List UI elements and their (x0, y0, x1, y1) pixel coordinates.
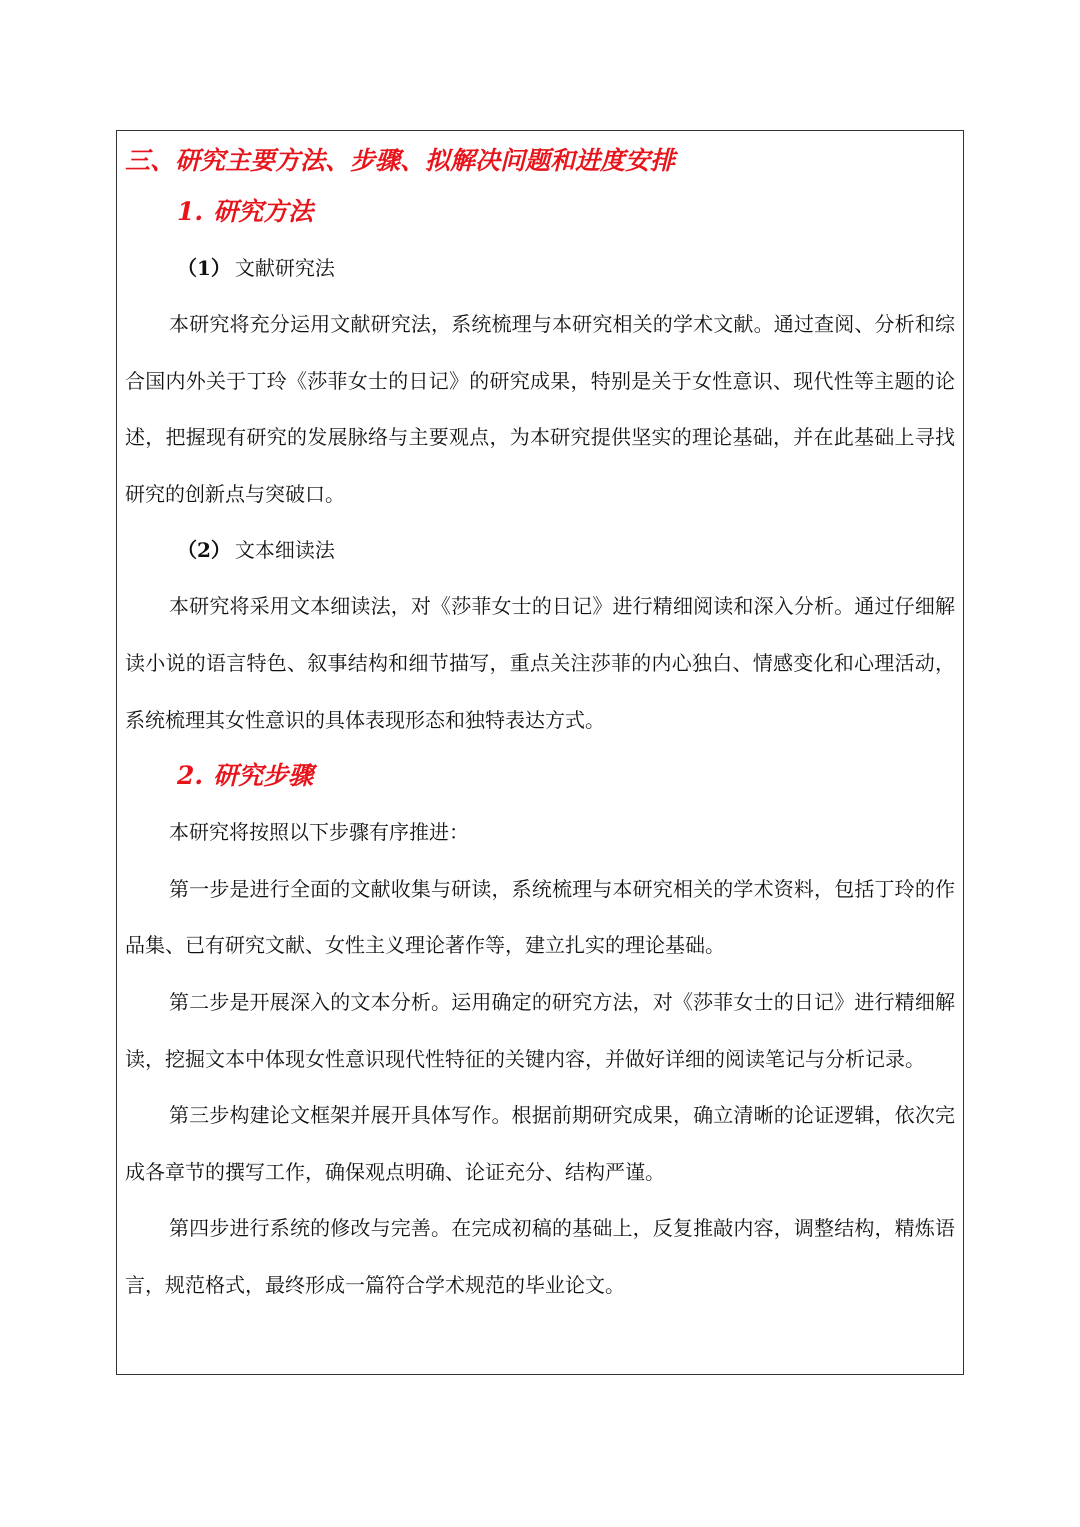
methods-heading (125, 184, 955, 240)
steps-intro: 本研究将按照以下步骤有序推进： (169, 820, 469, 845)
steps-title: 研究步骤 (213, 761, 314, 791)
step-1-paragraph: 第一步是进行全面的文献收集与研读，系统梳理与本研究相关的学术资料，包括丁玲的作品集、已有研究文献、女性主义理论著作等，建立扎实的理论基础。 (125, 876, 955, 958)
method-2-paragraph: 本研究将采用文本细读法，对《莎菲女士的日记》进行精细阅读和深入分析。通过仔细解读小说的语言特色、叙事结构和细节描写，重点关注莎菲的内心独白、情感变化和心理活动，系统梳理其女性意识的具体表现形态和独特表达方式。 (125, 594, 955, 732)
document-body (125, 138, 955, 1314)
steps-number: 2. (177, 761, 204, 791)
method-2-title: 文本细读法 (234, 538, 335, 563)
step-4-paragraph: 第四步进行系统的修改与完善。在完成初稿的基础上，反复推敲内容，调整结构，精炼语言，规范格式，最终形成一篇符合学术规范的毕业论文。 (125, 1216, 955, 1297)
step-3-paragraph: 第三步构建论文框架并展开具体写作。根据前期研究成果，确立清晰的论证逻辑，依次完成各章节的撰写工作，确保观点明确、论证充分、结构严谨。 (125, 1103, 955, 1184)
methods-title: 研究方法 (213, 197, 314, 226)
method-2-heading (125, 522, 955, 578)
method-1-title: 文献研究法 (234, 256, 335, 280)
method-1-paragraph: 本研究将充分运用文献研究法，系统梳理与本研究相关的学术文献。通过查阅、分析和综合国内外关于丁玲《莎菲女士的日记》的研究成果，特别是关于女性意识、现代性等主题的论述，把握现有研究的发展脉络与主要观点，为本研究提供坚实的理论基础，并在此基础上寻找研究的创新点与突破口。 (125, 312, 955, 506)
steps-heading (125, 748, 955, 804)
section-heading: 三、研究主要方法、步骤、拟解决问题和进度安排 (125, 146, 676, 175)
method-2-number: （2） (177, 538, 231, 563)
step-2-paragraph: 第二步是开展深入的文本分析。运用确定的研究方法，对《莎菲女士的日记》进行精细解读，挖掘文本中体现女性意识现代性特征的关键内容，并做好详细的阅读笔记与分析记录。 (125, 989, 955, 1071)
method-1-heading (125, 240, 955, 296)
method-1-number: （1） (177, 256, 231, 280)
methods-number: 1. (177, 197, 204, 226)
